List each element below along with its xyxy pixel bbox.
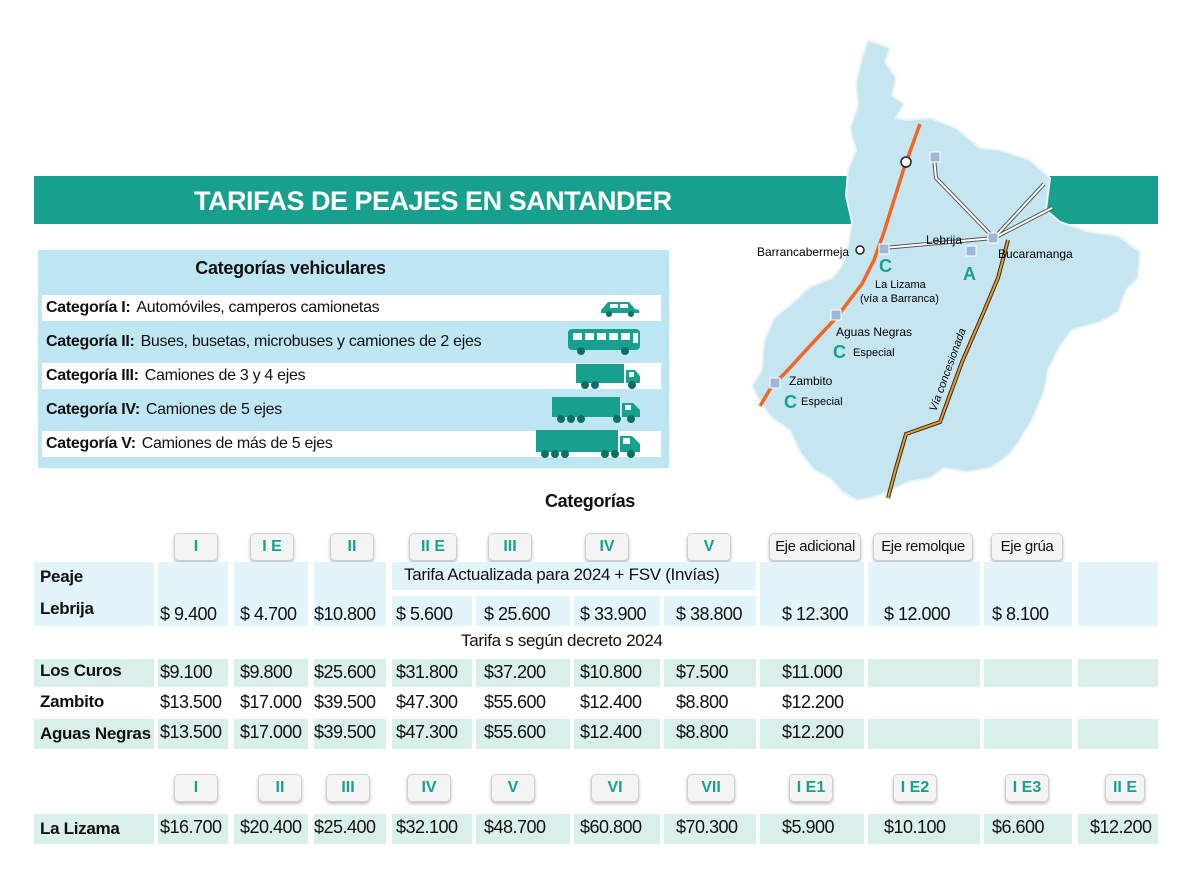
header2-cat-vii: VII	[687, 774, 735, 802]
zambito-cell: $55.600	[484, 692, 546, 712]
header-cat-iv: IV	[585, 533, 629, 561]
header2-cat-iii: III	[326, 774, 370, 802]
category-row-1	[42, 295, 661, 321]
zambito-cell: $8.800	[676, 692, 729, 712]
lebrija-cell: $ 9.400	[160, 604, 217, 624]
la-lizama-cell: $60.800	[580, 817, 642, 837]
header2-cat-vi: VI	[591, 774, 639, 802]
map-label-barrancabermeja: Barrancabermeja	[757, 245, 850, 259]
row-name-lebrija: Lebrija	[40, 599, 94, 618]
la-lizama-cell: $10.100	[884, 817, 946, 837]
lebrija-cell: $ 12.300	[782, 604, 849, 624]
lizama-toll-marker	[879, 244, 889, 254]
la-lizama-cell: $12.200	[1090, 817, 1152, 837]
category-desc: Camiones de más de 5 ejes	[141, 435, 333, 452]
la-lizama-cell: $20.400	[240, 817, 302, 837]
cell-bg	[1078, 659, 1158, 687]
map-label-zambito: Zambito	[789, 374, 833, 388]
zambito-category-letter: C	[784, 392, 797, 412]
aguas-negras-cell: $39.500	[314, 722, 376, 742]
header-cat-v: V	[687, 533, 731, 561]
zambito-cell: $47.300	[396, 692, 458, 712]
map-label-la-lizama: La Lizama	[875, 279, 926, 291]
aguas-negras-toll-marker	[831, 310, 841, 320]
header-eje-remolque: Eje remolque	[873, 533, 973, 561]
header2-cat-iv: IV	[407, 774, 451, 802]
category-desc: Camiones de 3 y 4 ejes	[144, 367, 306, 384]
category-row-2	[42, 329, 661, 355]
zambito-cell: $13.500	[160, 692, 222, 712]
header-eje-grua: Eje grúa	[991, 533, 1063, 561]
lebrija-cell: $ 12.000	[884, 604, 951, 624]
header2-cat-ie3: I E3	[1005, 774, 1049, 802]
lizama-category-letter: C	[879, 256, 892, 276]
category-label: Categoría III:	[46, 367, 139, 384]
subheading-decreto: Tarifa s según decreto 2024	[461, 631, 663, 650]
lebrija-cell: $ 38.800	[676, 604, 743, 624]
cell-bg	[868, 659, 980, 687]
town-marker	[901, 157, 911, 167]
la-lizama-cell: $70.300	[676, 817, 738, 837]
lebrija-cell: $10.800	[314, 604, 376, 624]
category-row-3	[42, 363, 661, 389]
truck-icon	[575, 362, 641, 390]
lebrija-cell: $ 33.900	[580, 604, 647, 624]
toll-marker	[930, 152, 940, 162]
vehicle-categories-box	[38, 250, 669, 468]
los-curos-cell: $37.200	[484, 662, 546, 682]
la-lizama-cell: $16.700	[160, 817, 222, 837]
category-label: Categoría II:	[46, 333, 135, 350]
category-desc: Automóviles, camperos camionetas	[136, 299, 380, 316]
lebrija-cell: $ 5.600	[396, 604, 453, 624]
map-label-bucaramanga: Bucaramanga	[998, 247, 1073, 261]
los-curos-cell: $31.800	[396, 662, 458, 682]
category-row-5	[42, 431, 661, 457]
los-curos-cell: $7.500	[676, 662, 729, 682]
lebrija-cell: $ 25.600	[484, 604, 551, 624]
header2-cat-ie1: I E1	[789, 774, 833, 802]
los-curos-cell: $9.800	[240, 662, 293, 682]
cell-bg	[984, 659, 1072, 687]
la-lizama-cell: $32.100	[396, 817, 458, 837]
los-curos-cell: $9.100	[160, 662, 213, 682]
aguas-negras-cell: $12.400	[580, 722, 642, 742]
category-label: Categoría IV:	[46, 401, 140, 418]
map-label-lebrija: Lebrija	[926, 233, 963, 247]
santander-map	[740, 30, 1160, 510]
aguas-negras-cell: $47.300	[396, 722, 458, 742]
table-heading: Categorías	[544, 491, 636, 511]
map-label-aguas-note: Especial	[853, 347, 895, 359]
zambito-cell: $12.200	[782, 692, 844, 712]
barrancabermeja-marker	[856, 246, 864, 254]
row-name-aguas-negras: Aguas Negras	[40, 724, 151, 743]
aguas-category-letter: C	[833, 342, 846, 362]
zambito-cell: $17.000	[240, 692, 302, 712]
truck-5-axle-icon	[551, 395, 641, 425]
categories-box-title: Categorías vehiculares	[195, 258, 386, 278]
header2-cat-iie: II E	[1105, 774, 1145, 802]
zambito-cell: $39.500	[314, 692, 376, 712]
header2-cat-i: I	[174, 774, 218, 802]
bus-icon	[567, 328, 641, 356]
row-name-zambito: Zambito	[40, 692, 105, 711]
la-lizama-cell: $48.700	[484, 817, 546, 837]
row-name-la-lizama: La Lizama	[40, 819, 120, 838]
cell-bg	[1078, 562, 1158, 626]
zambito-toll-marker	[770, 378, 780, 388]
la-lizama-cell: $6.600	[992, 817, 1045, 837]
lebrija-cell: $ 4.700	[240, 604, 297, 624]
category-desc: Buses, busetas, microbuses y camiones de 2 ejes	[140, 333, 482, 350]
aguas-negras-cell: $13.500	[160, 722, 222, 742]
cell-bg	[984, 719, 1072, 749]
header-cat-iii: III	[488, 533, 532, 561]
truck-trailer-icon	[535, 428, 641, 460]
aguas-negras-cell: $12.200	[782, 722, 844, 742]
zambito-cell: $12.400	[580, 692, 642, 712]
header2-cat-v: V	[491, 774, 535, 802]
subheading-invias: Tarifa Actualizada para 2024 + FSV (Invías)	[404, 565, 720, 584]
cell-bg	[1078, 719, 1158, 749]
aguas-negras-cell: $17.000	[240, 722, 302, 742]
row-name-los-curos: Los Curos	[40, 661, 122, 680]
la-lizama-cell: $25.400	[314, 817, 376, 837]
map-label-lizama-note: (vía a Barranca)	[860, 293, 939, 305]
car-icon	[599, 299, 641, 317]
header2-cat-ie2: I E2	[893, 774, 937, 802]
page-title: TARIFAS DE PEAJES EN SANTANDER	[194, 186, 672, 216]
header-eje-adicional: Eje adicional	[769, 533, 861, 561]
category-label: Categoría I:	[46, 299, 131, 316]
header-cat-iie: II E	[409, 533, 457, 561]
category-desc: Camiones de 5 ejes	[145, 401, 282, 418]
lebrija-toll-marker	[966, 246, 976, 256]
header-cat-i: I	[174, 533, 218, 561]
header-cat-ie: I E	[250, 533, 294, 561]
map-label-via: Vía concesionada	[927, 326, 969, 414]
lebrija-cell: $ 8.100	[992, 604, 1049, 624]
category-label: Categoría V:	[46, 435, 136, 452]
aguas-negras-cell: $55.600	[484, 722, 546, 742]
la-lizama-cell: $5.900	[782, 817, 835, 837]
cell-bg	[868, 719, 980, 749]
los-curos-cell: $10.800	[580, 662, 642, 682]
map-label-zambito-note: Especial	[801, 396, 843, 408]
header-cat-ii: II	[330, 533, 374, 561]
map-land	[752, 40, 1140, 500]
aguas-negras-cell: $8.800	[676, 722, 729, 742]
los-curos-cell: $11.000	[782, 662, 843, 682]
header2-cat-ii: II	[258, 774, 302, 802]
map-label-aguas-negras: Aguas Negras	[836, 325, 913, 339]
los-curos-cell: $25.600	[314, 662, 376, 682]
lebrija-category-letter: A	[963, 264, 976, 284]
category-row-4	[42, 397, 661, 423]
peaje-label: Peaje	[40, 567, 83, 586]
bucaramanga-marker	[988, 233, 998, 243]
